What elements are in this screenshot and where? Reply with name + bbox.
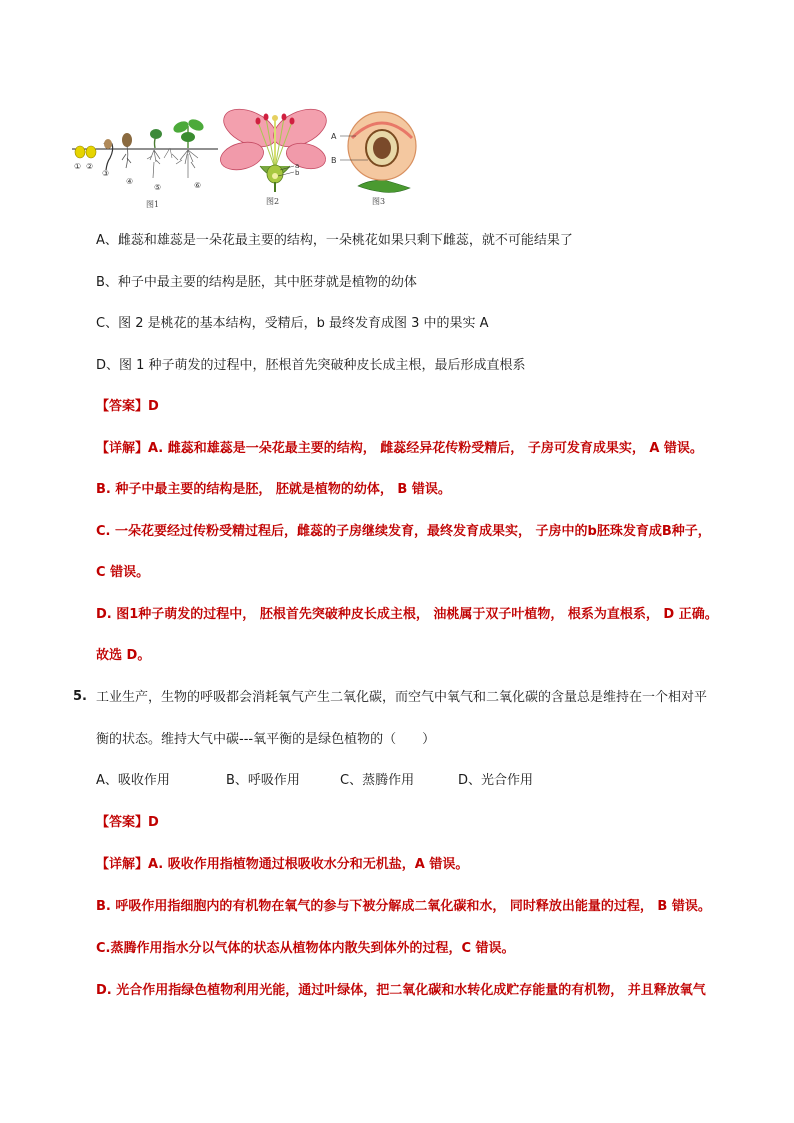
q4-explanation-line-2: B. 种子中最主要的结构是胚， 胚就是植物的幼体， B 错误。 bbox=[96, 482, 451, 497]
q5-option-a: A、吸收作用 bbox=[96, 773, 170, 788]
q4-option-d: D、图 1 种子萌发的过程中，胚根首先突破种皮长成主根，最后形成直根系 bbox=[96, 358, 526, 373]
q5-explanation-line-4: D. 光合作用指绿色植物利用光能，通过叶绿体，把二氧化碳和水转化成贮存能量的有机物， 并且释放氧气 bbox=[96, 983, 706, 998]
q5-option-c: C、蒸腾作用 bbox=[340, 773, 415, 788]
q4-explanation-line-4: C 错误。 bbox=[96, 565, 150, 580]
q5-explanation-line-3: C.蒸腾作用指水分以气体的状态从植物体内散失到体外的过程，C 错误。 bbox=[96, 941, 515, 956]
fig2-label-a: a bbox=[295, 162, 300, 170]
q4-explanation-line-5: D. 图1种子萌发的过程中， 胚根首先突破种皮长成主根， 油桃属于双子叶植物， 根系为直根系， D 正确。 bbox=[96, 607, 718, 622]
figures-row bbox=[70, 104, 430, 212]
q5-option-b: B、呼吸作用 bbox=[226, 773, 300, 788]
fig2-label-b: b bbox=[295, 169, 300, 177]
fig1-caption: 图1 bbox=[146, 200, 160, 209]
flower-structure-figure bbox=[220, 104, 330, 212]
q5-stem-line-1: 工业生产，生物的呼吸都会消耗氧气产生二氧化碳，而空气中氧气和二氧化碳的含量总是维持在一个相对平 bbox=[96, 690, 708, 705]
q4-explanation-line-6: 故选 D。 bbox=[96, 648, 151, 663]
q4-explanation-line-1: 【详解】A. 雌蕊和雄蕊是一朵花最主要的结构， 雌蕊经异花传粉受精后， 子房可发育成果实， A 错误。 bbox=[96, 441, 703, 456]
fig3-label-B: B bbox=[331, 156, 337, 165]
fig2-caption: 图2 bbox=[266, 197, 280, 206]
q5-stem-line-2: 衡的状态。维持大气中碳---氧平衡的是绿色植物的（ ） bbox=[96, 732, 436, 747]
q5-option-d: D、光合作用 bbox=[458, 773, 534, 788]
fig3-label-A: A bbox=[331, 132, 337, 141]
q5-explanation-line-1: 【详解】A. 吸收作用指植物通过根吸收水分和无机盐，A 错误。 bbox=[96, 857, 469, 872]
q4-explanation-line-3: C. 一朵花要经过传粉受精过程后，雌蕊的子房继续发育，最终发育成果实， 子房中的b胚珠发育成B种子， bbox=[96, 524, 711, 539]
seed-germination-figure bbox=[70, 104, 220, 212]
stage-label-2: ② bbox=[86, 162, 94, 171]
fruit-structure-figure bbox=[328, 104, 428, 212]
q4-answer: 【答案】D bbox=[96, 399, 159, 414]
q4-option-b: B、种子中最主要的结构是胚，其中胚芽就是植物的幼体 bbox=[96, 275, 417, 290]
stage-label-1: ① bbox=[74, 162, 82, 171]
stage-label-6: ⑥ bbox=[194, 181, 202, 190]
q4-option-a: A、雌蕊和雄蕊是一朵花最主要的结构，一朵桃花如果只剩下雌蕊，就不可能结果了 bbox=[96, 233, 573, 248]
q5-options bbox=[96, 772, 533, 790]
q5-explanation-line-2: B. 呼吸作用指细胞内的有机物在氧气的参与下被分解成二氧化碳和水， 同时释放出能量的过程， B 错误。 bbox=[96, 899, 711, 914]
stage-label-3: ③ bbox=[102, 169, 110, 178]
q5-number: 5. bbox=[73, 689, 87, 704]
fig3-caption: 图3 bbox=[372, 197, 386, 206]
stage-label-4: ④ bbox=[126, 177, 134, 186]
q4-option-c: C、图 2 是桃花的基本结构，受精后，b 最终发育成图 3 中的果实 A bbox=[96, 316, 489, 331]
q5-answer: 【答案】D bbox=[96, 815, 159, 830]
stage-label-5: ⑤ bbox=[154, 183, 162, 192]
